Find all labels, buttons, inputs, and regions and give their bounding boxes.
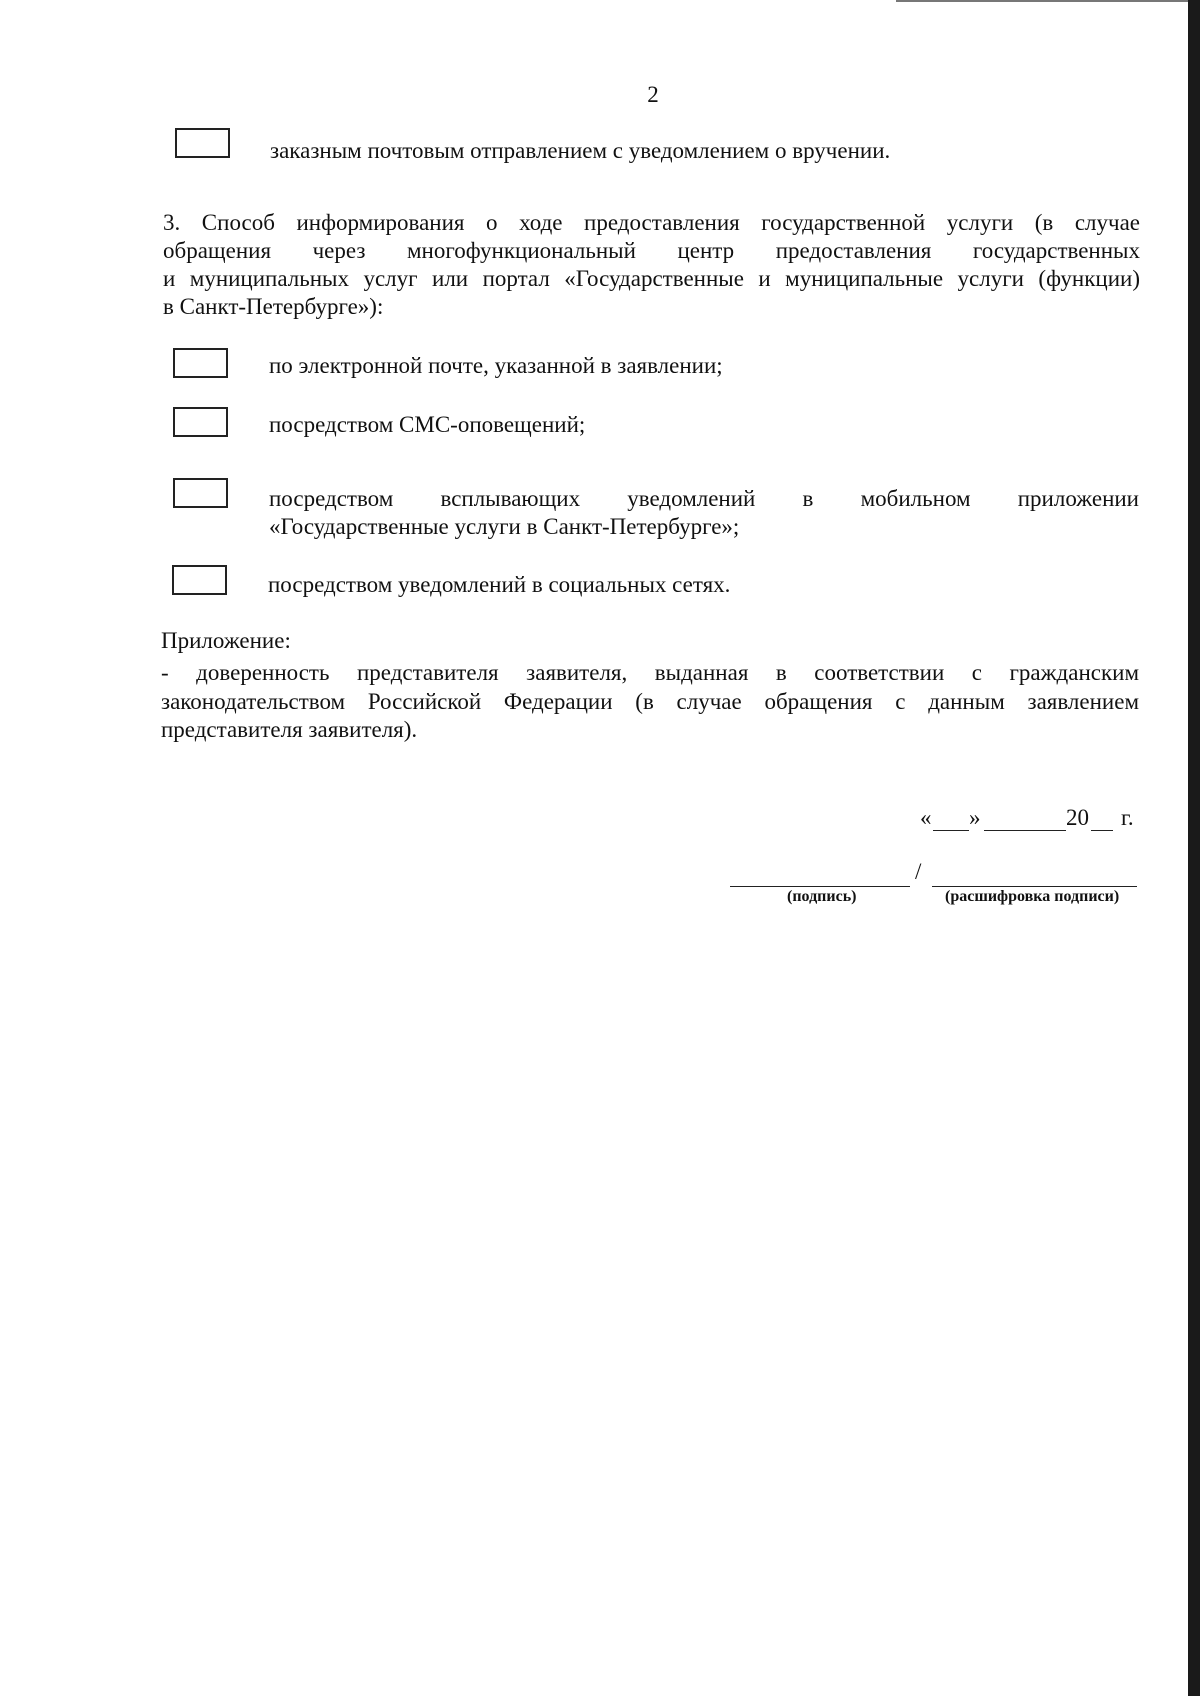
attachment-line: представителя заявителя).: [161, 717, 418, 742]
checkbox-email[interactable]: [173, 348, 228, 378]
checkbox-sms[interactable]: [173, 407, 228, 437]
attachment-line: законодательством Российской Федерации (в случае обращения с данным заявлением: [161, 689, 1139, 714]
option-push-label-line: посредством всплывающих уведомлений в мобильном приложении: [269, 486, 1139, 511]
year-suffix: г.: [1121, 805, 1134, 830]
year-prefix: 20: [1066, 805, 1089, 830]
option-sms-label: посредством СМС-оповещений;: [269, 412, 586, 437]
attachment-line: - доверенность представителя заявителя, выданная в соответствии с гражданским: [161, 660, 1139, 685]
option-registered-mail-label: заказным почтовым отправлением с уведомлением о вручении.: [270, 138, 891, 163]
checkbox-registered-mail[interactable]: [175, 128, 230, 158]
attachment-heading: Приложение:: [161, 628, 291, 653]
section-3-line: и муниципальных услуг или портал «Государственные и муниципальные услуги (функции): [163, 266, 1140, 291]
day-blank[interactable]: [933, 830, 969, 831]
signature-decryption-label: (расшифровка подписи): [945, 888, 1120, 905]
option-push-label-line: «Государственные услуги в Санкт-Петербурге»;: [269, 514, 740, 539]
year-blank[interactable]: [1091, 830, 1113, 831]
date-close-quote: »: [969, 805, 981, 830]
section-3-line: 3. Способ информирования о ходе предоставления государственной услуги (в случае: [163, 210, 1140, 235]
page-number: 2: [647, 82, 659, 107]
checkbox-social-networks[interactable]: [172, 565, 227, 595]
signature-decryption-blank[interactable]: [932, 886, 1137, 887]
signature-blank[interactable]: [730, 886, 910, 887]
section-3-line: обращения через многофункциональный центр предоставления государственных: [163, 238, 1140, 263]
section-3-line: в Санкт-Петербурге»):: [163, 294, 384, 319]
date-open-quote: «: [920, 805, 932, 830]
month-blank[interactable]: [984, 830, 1066, 831]
checkbox-push-notifications[interactable]: [173, 478, 228, 508]
signature-separator: /: [915, 859, 922, 884]
scan-top-edge: [896, 0, 1200, 2]
scan-right-edge: [1188, 0, 1200, 1696]
signature-label: (подпись): [787, 888, 857, 905]
option-email-label: по электронной почте, указанной в заявлении;: [269, 353, 723, 378]
option-social-label: посредством уведомлений в социальных сетях.: [268, 572, 731, 597]
